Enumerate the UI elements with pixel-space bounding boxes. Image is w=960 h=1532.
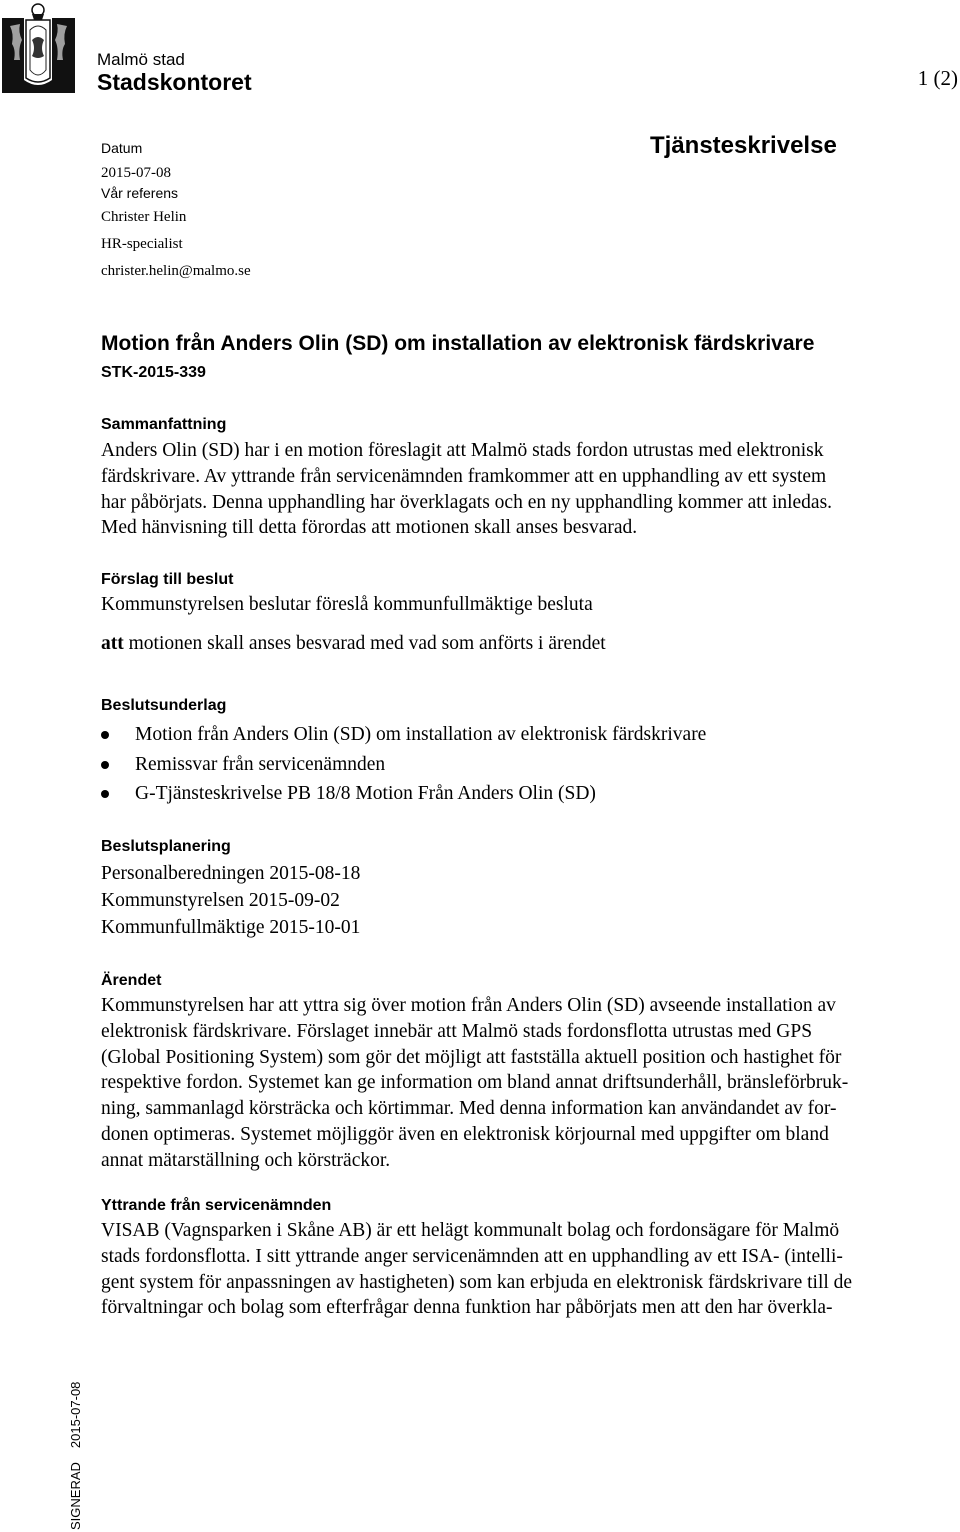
department-name: Stadskontoret [97, 69, 252, 95]
list-item [101, 722, 706, 752]
summary-line: Med hänvisning till detta förordas att motionen skall anses besvarad. [101, 517, 638, 539]
reference-label: Vår referens [101, 185, 179, 201]
list-item-text: G-Tjänsteskrivelse PB 18/8 Motion Från Anders Olin (SD) [135, 783, 596, 804]
statement-line: förvaltningar och bolag som efterfrågar denna funktion har påbörjats men att den har överkla- [101, 1297, 833, 1319]
planning-list [101, 860, 360, 941]
matter-line: annat mätarställning och körsträckor. [101, 1149, 391, 1171]
matter-heading: Ärendet [101, 972, 162, 989]
summary-line: har påbörjats. Denna upphandling har överklagats och en ny upphandling kommer att inledas. [101, 491, 833, 513]
summary-heading: Sammanfattning [101, 416, 227, 433]
planning-item: Personalberedningen 2015-08-18 [101, 863, 361, 884]
matter-line: elektronisk färdskrivare. Förslaget innebär att Malmö stads fordonsflotta utrustas med GPS [101, 1020, 813, 1042]
bullet-icon [101, 731, 109, 739]
list-item-text: Motion från Anders Olin (SD) om installation av elektronisk färdskrivare [135, 724, 707, 745]
bullet-icon [101, 790, 109, 798]
reference-title: HR-specialist [101, 236, 183, 252]
case-number: STK-2015-339 [101, 364, 206, 381]
matter-line: (Global Positioning System) som gör det möjligt att fastställa aktuell position och hastighet för [101, 1046, 842, 1068]
planning-item: Kommunfullmäktige 2015-10-01 [101, 917, 361, 938]
matter-line: ning, sammanlagd körsträcka och körtimmar. Med denna information kan användandet av for- [101, 1098, 837, 1120]
date-label: Datum [101, 140, 143, 156]
summary-line: färdskrivare. Av yttrande från servicenämnden framkommer att en upphandling av ett system [101, 465, 827, 487]
list-item-text: Remissvar från servicenämnden [135, 753, 386, 775]
document-type: Tjänsteskrivelse [650, 132, 837, 159]
reference-email: christer.helin@malmo.se [101, 263, 251, 279]
page-number: 1 (2) [917, 66, 958, 90]
summary-text [101, 438, 941, 541]
basis-heading: Beslutsunderlag [101, 697, 227, 714]
statement-line: VISAB (Vagnsparken i Skåne AB) är ett helägt kommunalt bolag och fordonsägare för Malmö [101, 1220, 840, 1241]
proposal-line: Kommunstyrelsen beslutar föreslå kommunfullmäktige besluta [101, 594, 593, 615]
statement-text [101, 1218, 941, 1321]
signature-date: 2015-07-08 [68, 1381, 83, 1449]
reference-name: Christer Helin [101, 209, 187, 225]
list-item [101, 752, 706, 782]
basis-list [101, 722, 706, 811]
matter-line: Kommunstyrelsen har att yttra sig över motion från Anders Olin (SD) avseende installation av [101, 995, 836, 1016]
att-keyword: att [101, 633, 124, 654]
matter-line: donen optimeras. Systemet möjliggör även en elektronisk körjournal med uppgifter om bland [101, 1123, 829, 1145]
summary-line: Anders Olin (SD) har i en motion föreslagit att Malmö stads fordon utrustas med elektronisk [101, 440, 824, 461]
document-title: Motion från Anders Olin (SD) om installation av elektronisk färdskrivare [101, 332, 815, 355]
list-item [101, 781, 706, 811]
planning-heading: Beslutsplanering [101, 838, 231, 855]
signature-label: SIGNERAD [68, 1462, 83, 1530]
proposal-text [101, 592, 941, 618]
statement-heading: Yttrande från servicenämnden [101, 1197, 332, 1214]
date-value: 2015-07-08 [101, 165, 171, 181]
matter-text [101, 993, 941, 1174]
signature-stamp [68, 1376, 86, 1530]
planning-item: Kommunstyrelsen 2015-09-02 [101, 890, 340, 911]
att-clause-text: motionen skall anses besvarad med vad som anförts i ärendet [123, 633, 606, 654]
bullet-icon [101, 761, 109, 769]
malmo-coat-of-arms-logo [2, 0, 75, 93]
organization-name: Malmö stad [97, 50, 185, 69]
proposal-heading: Förslag till beslut [101, 571, 234, 588]
coat-of-arms-icon [2, 0, 75, 93]
matter-line: respektive fordon. Systemet kan ge information om bland annat driftsunderhåll, bränsleförbruk- [101, 1072, 849, 1094]
statement-line: stads fordonsflotta. I sitt yttrande anger servicenämnden att en upphandling av ett ISA- (intelli- [101, 1245, 843, 1267]
proposal-att-clause [101, 631, 941, 657]
statement-line: gent system för anpassningen av hastigheten) som kan erbjuda en elektronisk färdskrivare till de [101, 1271, 853, 1293]
